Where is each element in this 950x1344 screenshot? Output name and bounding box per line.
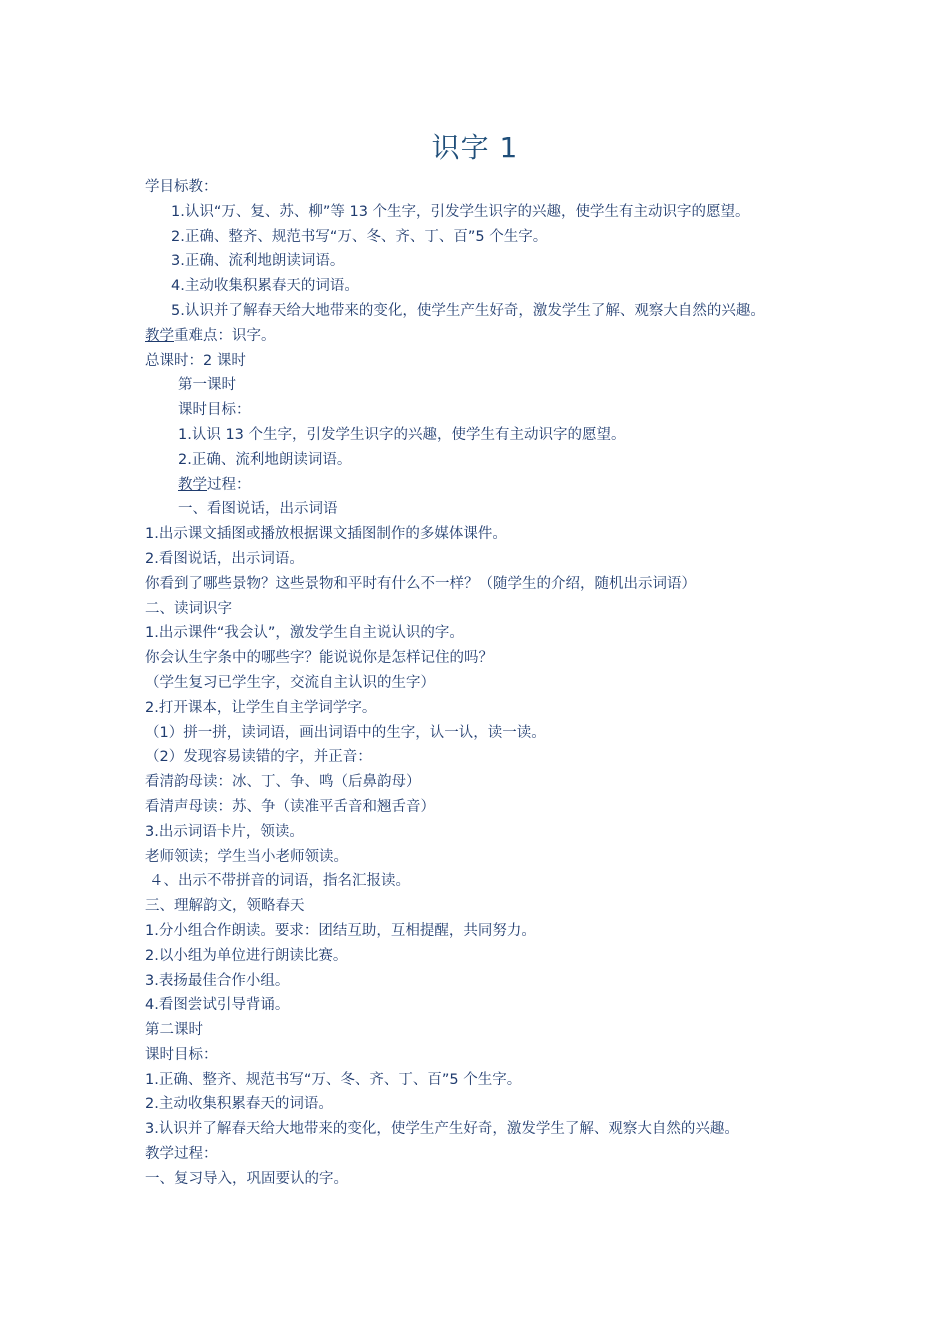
lesson1-heading: 第一课时 bbox=[178, 377, 236, 394]
lesson2-process-label: 教学过程： bbox=[145, 1146, 218, 1163]
section-title: 一、看图说话，出示词语 bbox=[178, 501, 338, 518]
objective-item: 1.认识“万、复、苏、柳”等 13 个生字，引发学生识字的兴趣，使学生有主动识字的愿望。 bbox=[171, 203, 750, 220]
body-line: 1.正确、整齐、规范书写“万、冬、齐、丁、百”5 个生字。 bbox=[145, 1071, 522, 1088]
body-line: （1）拼一拼，读词语，画出词语中的生字，认一认，读一读。 bbox=[145, 724, 546, 741]
lesson2-goals-label: 课时目标： bbox=[145, 1046, 218, 1063]
body-line: 2.以小组为单位进行朗读比赛。 bbox=[145, 947, 348, 964]
lesson1-goal: 2.正确、流利地朗读词语。 bbox=[178, 451, 352, 468]
body-line: 看清声母读：苏、争（读准平舌音和翘舌音） bbox=[145, 798, 435, 815]
key-points-label: 教学 bbox=[145, 327, 174, 344]
objective-item: 5.认识并了解春天给大地带来的变化，使学生产生好奇，激发学生了解、观察大自然的兴趣。 bbox=[171, 302, 765, 319]
objective-item: 4.主动收集积累春天的词语。 bbox=[171, 278, 359, 295]
body-line: 2.主动收集积累春天的词语。 bbox=[145, 1096, 333, 1113]
body-line: 4.看图尝试引导背诵。 bbox=[145, 997, 290, 1014]
objective-item: 2.正确、整齐、规范书写“万、冬、齐、丁、百”5 个生字。 bbox=[171, 228, 548, 245]
body-line: 看清韵母读：冰、丁、争、鸣（后鼻韵母） bbox=[145, 774, 421, 791]
process-label-underlined: 教学 bbox=[178, 476, 207, 493]
objective-item: 3.正确、流利地朗读词语。 bbox=[171, 253, 345, 270]
body-line: 1.分小组合作朗读。要求：团结互助，互相提醒，共同努力。 bbox=[145, 922, 536, 939]
body-line: （学生复习已学生字，交流自主认识的生字） bbox=[145, 674, 435, 691]
body-line: 3.出示词语卡片，领读。 bbox=[145, 823, 304, 840]
lesson1-goals-label: 课时目标： bbox=[178, 402, 251, 419]
lesson1-process-label bbox=[145, 473, 835, 498]
lesson2-heading: 第二课时 bbox=[145, 1022, 203, 1039]
section-title: 二、读词识字 bbox=[145, 600, 232, 617]
process-label-rest: 过程： bbox=[207, 476, 251, 493]
body-line: 老师领读；学生当小老师领读。 bbox=[145, 848, 348, 865]
body-line: 你会认生字条中的哪些字？能说说你是怎样记住的吗？ bbox=[145, 650, 493, 667]
total-hours: 总课时：2 课时 bbox=[145, 352, 246, 369]
body-line: 2.看图说话，出示词语。 bbox=[145, 550, 304, 567]
body-line: 3.认识并了解春天给大地带来的变化，使学生产生好奇，激发学生了解、观察大自然的兴趣。 bbox=[145, 1121, 739, 1138]
section-title: 一、复习导入，巩固要认的字。 bbox=[145, 1170, 348, 1187]
key-points bbox=[145, 324, 835, 349]
body-line: 1.出示课文插图或播放根据课文插图制作的多媒体课件。 bbox=[145, 526, 507, 543]
body-line: 1.出示课件“我会认”，激发学生自主说认识的字。 bbox=[145, 625, 464, 642]
key-points-text: 重难点：识字。 bbox=[174, 327, 276, 344]
document-body bbox=[145, 175, 835, 1192]
document-title: 识字 1 bbox=[431, 131, 519, 164]
body-line: 3.表扬最佳合作小组。 bbox=[145, 972, 290, 989]
body-line: 你看到了哪些景物？这些景物和平时有什么不一样？（随学生的介绍，随机出示词语） bbox=[145, 575, 696, 592]
body-line: ４、出示不带拼音的词语，指名汇报读。 bbox=[149, 873, 410, 890]
objectives-heading: 学目标教： bbox=[145, 179, 218, 195]
lesson1-goal: 1.认识 13 个生字，引发学生识字的兴趣，使学生有主动识字的愿望。 bbox=[178, 426, 626, 443]
section-title: 三、理解韵文，领略春天 bbox=[145, 898, 305, 915]
body-line: （2）发现容易读错的字，并正音： bbox=[145, 749, 372, 766]
body-line: 2.打开课本，让学生自主学词学字。 bbox=[145, 699, 377, 716]
